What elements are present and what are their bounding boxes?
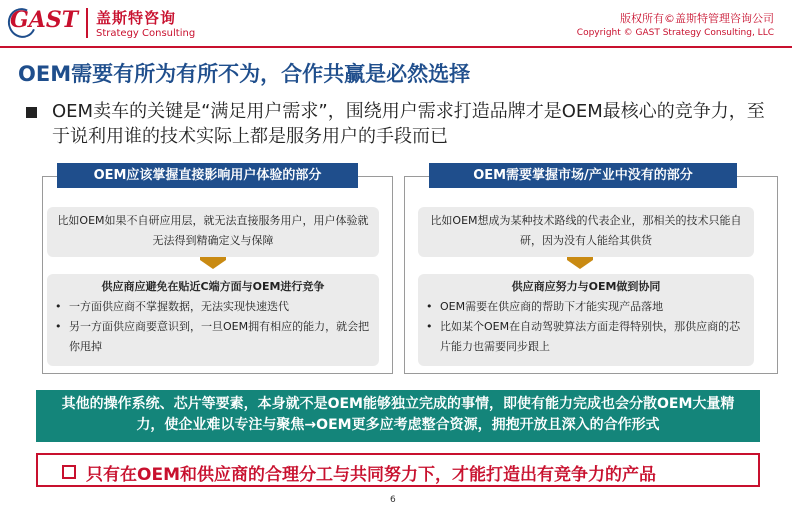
list-item: • OEM需要在供应商的帮助下才能实现产品落地 [418,297,754,317]
left-panel-detail [47,274,379,366]
copyright-cn: 版权所有©盖斯特管理咨询公司 [620,12,774,25]
right-panel-header: OEM需要掌握市场/产业中没有的部分 [429,163,737,188]
list-item: • 一方面供应商不掌握数据，无法实现快速迭代 [47,297,379,317]
right-panel [404,168,778,374]
right-down-arrow-icon [567,260,593,269]
conclusion-text: 只有在OEM和供应商的合理分工与共同努力下，才能打造出有竞争力的产品 [86,465,656,485]
right-panel-example: 比如OEM想成为某种技术路线的代表企业，那相关的技术只能自研，因为没有人能给其供货 [418,207,754,257]
left-panel-subtitle: 供应商应避免在贴近C端方面与OEM进行竞争 [101,280,325,293]
gast-logo [8,4,88,38]
brand-name-cn: 盖斯特咨询 [96,9,177,27]
list-item: • 另一方面供应商要意识到，一旦OEM拥有相应的能力，就会把你甩掉 [47,317,379,357]
conclusion-box [36,453,760,487]
page-title: OEM需要有所为有所不为，合作共赢是必然选择 [18,62,471,86]
right-panel-subtitle: 供应商应努力与OEM做到协同 [511,280,661,293]
header-rule [0,46,792,48]
bullet-square-icon [26,107,37,118]
header [0,0,792,46]
teal-banner: 其他的操作系统、芯片等要素，本身就不是OEM能够独立完成的事情，即使有能力完成也会分散OEM大量精力，使企业难以专注与聚焦→OEM更多应考虑整合资源，拥抱开放且深入的合作形式 [36,390,760,442]
brand-divider [86,8,88,38]
left-down-arrow-icon [200,260,226,269]
left-panel [42,168,393,374]
left-panel-header: OEM应该掌握直接影响用户体验的部分 [57,163,358,188]
copyright-en: Copyright © GAST Strategy Consulting, LLC [576,28,774,38]
list-item: • 比如某个OEM在自动驾驶算法方面走得特别快，那供应商的芯片能力也需要同步跟上 [418,317,754,357]
left-panel-example: 比如OEM如果不自研应用层，就无法直接服务用户，用户体验就无法得到精确定义与保障 [47,207,379,257]
brand-name-en: Strategy Consulting [96,28,196,39]
conclusion-square-icon [62,465,76,479]
right-panel-detail [418,274,754,366]
page-number: 6 [390,495,396,505]
intro-text: OEM卖车的关键是“满足用户需求”，围绕用户需求打造品牌才是OEM最核心的竞争力，至于说利用谁的技术实际上都是服务用户的手段而已 [52,101,765,147]
logo-text: GAST [10,7,79,33]
